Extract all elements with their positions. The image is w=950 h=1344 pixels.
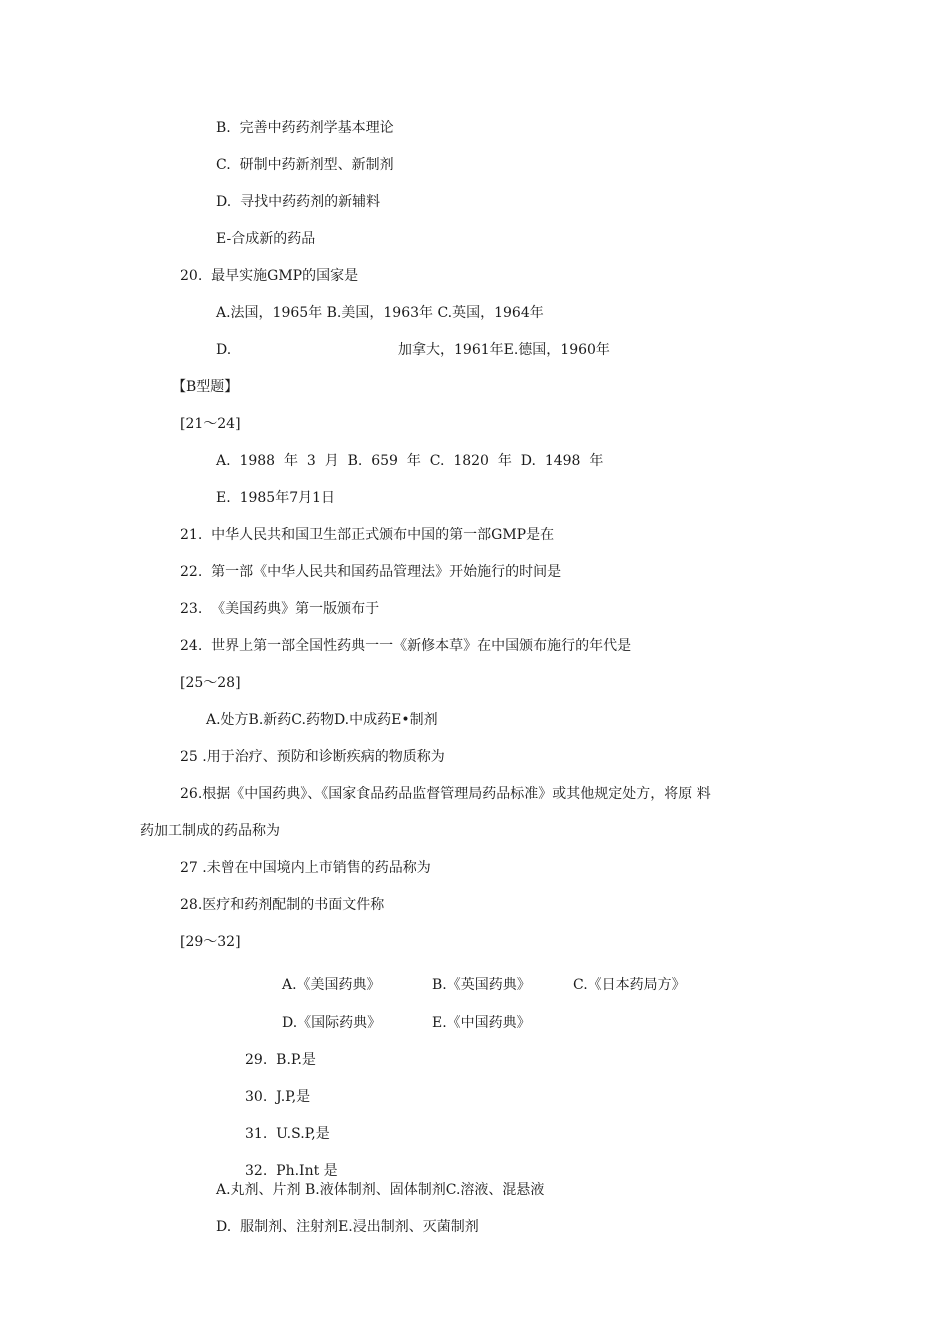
question-31: 31. U.S.P,是	[245, 1126, 330, 1142]
section-heading-b-type: 【B型题】	[172, 379, 239, 395]
option-c-new-dosage-forms: C. 研制中药新剂型、新制剂	[216, 157, 394, 173]
group-29-32-header: [29〜32]	[180, 934, 241, 950]
question-32: 32. Ph.Int 是	[245, 1163, 338, 1179]
question-22: 22. 第一部《中华人民共和国药品管理法》开始施行的时间是	[180, 564, 562, 580]
group-21-24-option-e: E. 1985年7月1日	[216, 490, 336, 506]
question-21: 21. 中华人民共和国卫生部正式颁布中国的第一部GMP是在	[180, 527, 555, 543]
question-24: 24. 世界上第一部全国性药典一一《新修本草》在中国颁布施行的年代是	[180, 638, 632, 654]
question-20-options-abc: A.法国，1965年 B.美国，1963年 C.英国，1964年	[216, 305, 544, 321]
question-23: 23. 《美国药典》第一版颁布于	[180, 601, 380, 617]
question-27: 27 .未曾在中国境内上市销售的药品称为	[180, 860, 431, 876]
question-20-option-d-label: D.	[216, 342, 232, 358]
option-d-new-excipients: D. 寻找中药药剂的新辅料	[216, 194, 381, 210]
group-25-28-header: [25〜28]	[180, 675, 241, 691]
group-29-32-option-b: B.《英国药典》	[432, 977, 531, 993]
question-26: 26.根据《中国药典》、《国家食品药品监督管理局药品标准》或其他规定处方，将原 料	[180, 786, 711, 802]
group-25-28-options: A.处方B.新药C.药物D.中成药E•制剂	[206, 712, 438, 728]
option-b-improve-theory: B. 完善中药药剂学基本理论	[216, 120, 394, 136]
question-26-continued: 药加工制成的药品称为	[140, 823, 280, 839]
dosage-options-abc: A.丸剂、片剂 B.液体制剂、固体制剂C.溶液、混悬液	[216, 1182, 545, 1198]
question-30: 30. J.P,是	[245, 1089, 311, 1105]
group-29-32-option-d: D.《国际药典》	[282, 1015, 382, 1031]
option-e-synthesize-drugs: E-合成新的药品	[216, 231, 316, 247]
question-28: 28.医疗和药剂配制的书面文件称	[180, 897, 385, 913]
question-20-options-de: 加拿大，1961年E.德国，1960年	[398, 342, 610, 358]
question-25: 25 .用于治疗、预防和诊断疾病的物质称为	[180, 749, 445, 765]
question-20: 20. 最早实施GMP的国家是	[180, 268, 359, 284]
group-21-24-header: [21〜24]	[180, 416, 241, 432]
group-29-32-option-a: A.《美国药典》	[282, 977, 381, 993]
group-29-32-option-c: C.《日本药局方》	[573, 977, 686, 993]
group-29-32-option-e: E.《中国药典》	[432, 1015, 531, 1031]
question-29: 29. B.P.是	[245, 1052, 316, 1068]
dosage-options-de: D. 服制剂、注射剂E.浸出制剂、灭菌制剂	[216, 1219, 479, 1235]
group-21-24-options-abcd: A. 1988 年 3 月 B. 659 年 C. 1820 年 D. 1498 年	[216, 453, 604, 469]
